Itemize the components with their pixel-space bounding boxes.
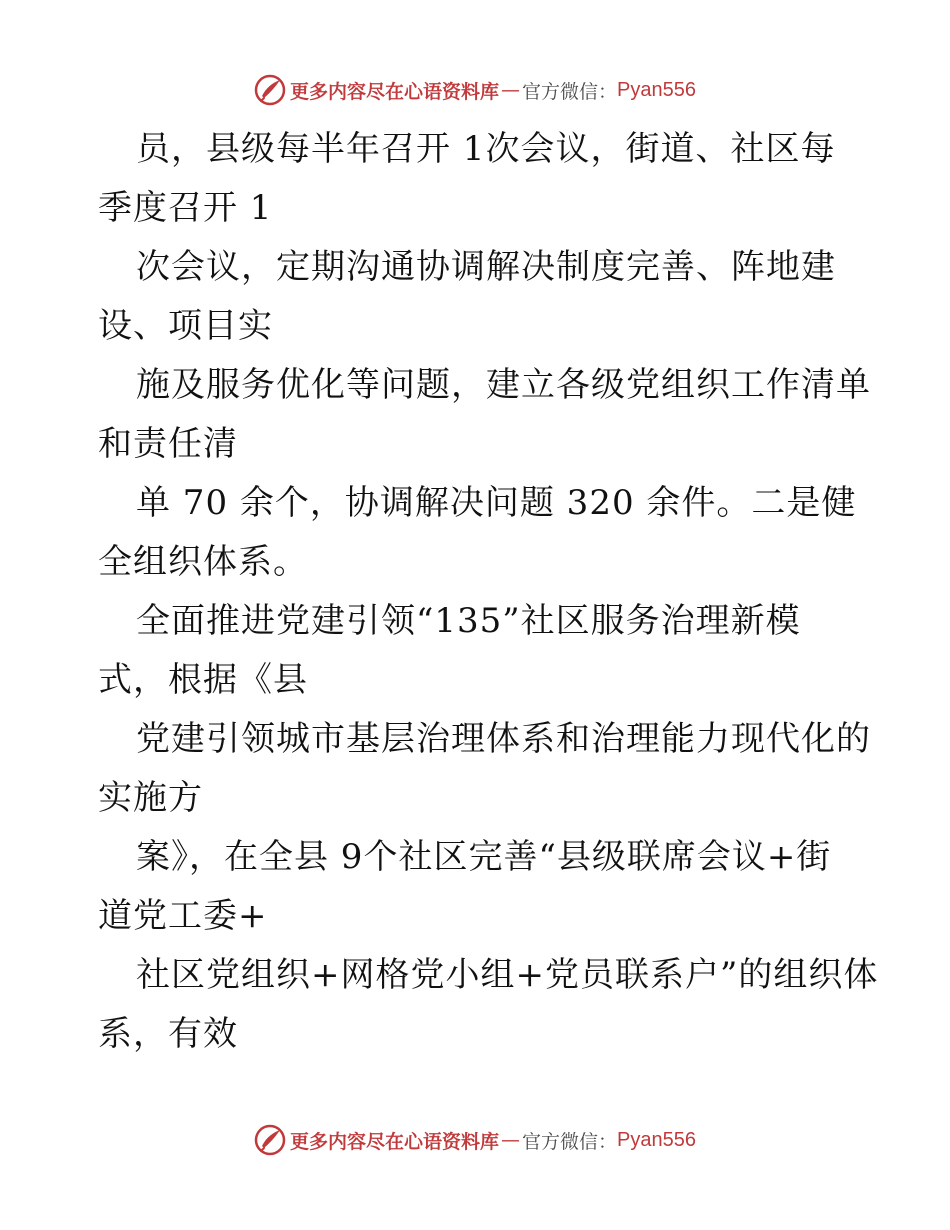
text-line: 员，县级每半年召开 1次会议，街道、社区每 — [136, 129, 836, 169]
header-wechat-id: Pyan556 — [617, 78, 696, 101]
document-body — [98, 120, 878, 1064]
text-line: 案》，在全县 9个社区完善“县级联席会议+街 — [136, 837, 832, 877]
header-dash: — — [501, 79, 521, 101]
footer-dash: — — [501, 1129, 521, 1151]
header-wechat-label: 官方微信： — [522, 80, 618, 103]
header-brand-text: 更多内容尽在心语资料库 — [290, 80, 500, 103]
footer-banner — [0, 1120, 950, 1160]
header-banner — [0, 70, 950, 110]
text-line: 施及服务优化等问题，建立各级党组织工作清单 — [136, 365, 871, 405]
text-line: 社区党组织+网格党小组+党员联系户”的组织体 — [136, 955, 879, 995]
text-line: 全面推进党建引领“135”社区服务治理新模 — [136, 601, 801, 641]
text-line: 式，根据《县 — [98, 660, 308, 700]
text-line: 实施方 — [98, 778, 203, 818]
text-line: 设、项目实 — [98, 306, 273, 346]
text-line: 系，有效 — [98, 1014, 238, 1054]
quill-pen-logo-icon — [254, 74, 286, 106]
footer-wechat-label: 官方微信： — [522, 1130, 618, 1153]
quill-pen-logo-icon — [254, 1124, 286, 1156]
footer-wechat-id: Pyan556 — [617, 1128, 696, 1151]
text-line: 次会议，定期沟通协调解决制度完善、阵地建 — [136, 247, 836, 287]
text-line: 党建引领城市基层治理体系和治理能力现代化的 — [136, 719, 871, 759]
text-line: 全组织体系。 — [98, 542, 308, 582]
text-line: 单 70 余个，协调解决问题 320 余件。二是健 — [136, 483, 857, 523]
footer-brand-text: 更多内容尽在心语资料库 — [290, 1130, 500, 1153]
text-line: 道党工委+ — [98, 896, 268, 936]
text-line: 和责任清 — [98, 424, 238, 464]
text-line: 季度召开 1 — [98, 188, 273, 228]
